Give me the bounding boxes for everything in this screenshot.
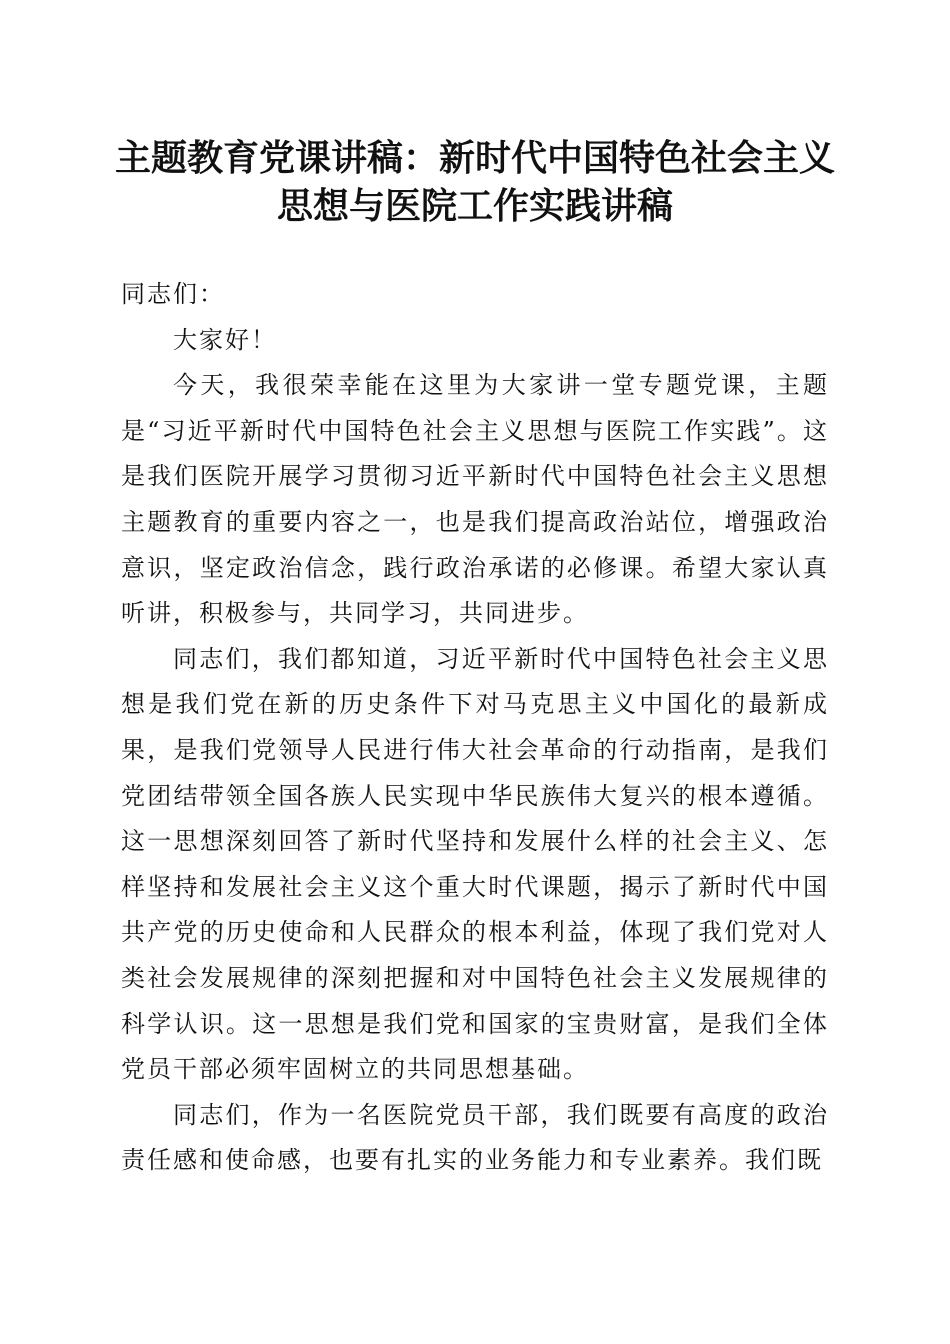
paragraph-cadre: 同志们，作为一名医院党员干部，我们既要有高度的政治责任感和使命感，也要有扎实的业务能力和专业素养。我们既 <box>121 1100 829 1175</box>
document-body <box>121 272 829 1184</box>
salutation: 同志们： <box>121 280 225 308</box>
paragraph-intro: 今天，我很荣幸能在这里为大家讲一堂专题党课，主题是“习近平新时代中国特色社会主义思想与医院工作实践”。这是我们医院开展学习贯彻习近平新时代中国特色社会主义思想主题教育的重要内容之一，也是我们提高政治站位，增强政治意识，坚定政治信念，践行政治承诺的必修课。希望大家认真听讲，积极参与，共同学习，共同进步。 <box>121 371 829 628</box>
greeting: 大家好！ <box>173 325 277 354</box>
paragraph-thought: 同志们，我们都知道，习近平新时代中国特色社会主义思想是我们党在新的历史条件下对马克思主义中国化的最新成果，是我们党领导人民进行伟大社会革命的行动指南，是我们党团结带领全国各族人民实现中华民族伟大复兴的根本遵循。这一思想深刻回答了新时代坚持和发展什么样的社会主义、怎样坚持和发展社会主义这个重大时代课题，揭示了新时代中国共产党的历史使命和人民群众的根本利益，体现了我们党对人类社会发展规律的深刻把握和对中国特色社会主义发展规律的科学认识。这一思想是我们党和国家的宝贵财富，是我们全体党员干部必须牢固树立的共同思想基础。 <box>121 644 829 1084</box>
document-title <box>100 134 850 230</box>
title-line-2: 思想与医院工作实践讲稿 <box>276 185 673 227</box>
title-line-1: 主题教育党课讲稿：新时代中国特色社会主义 <box>114 137 835 179</box>
